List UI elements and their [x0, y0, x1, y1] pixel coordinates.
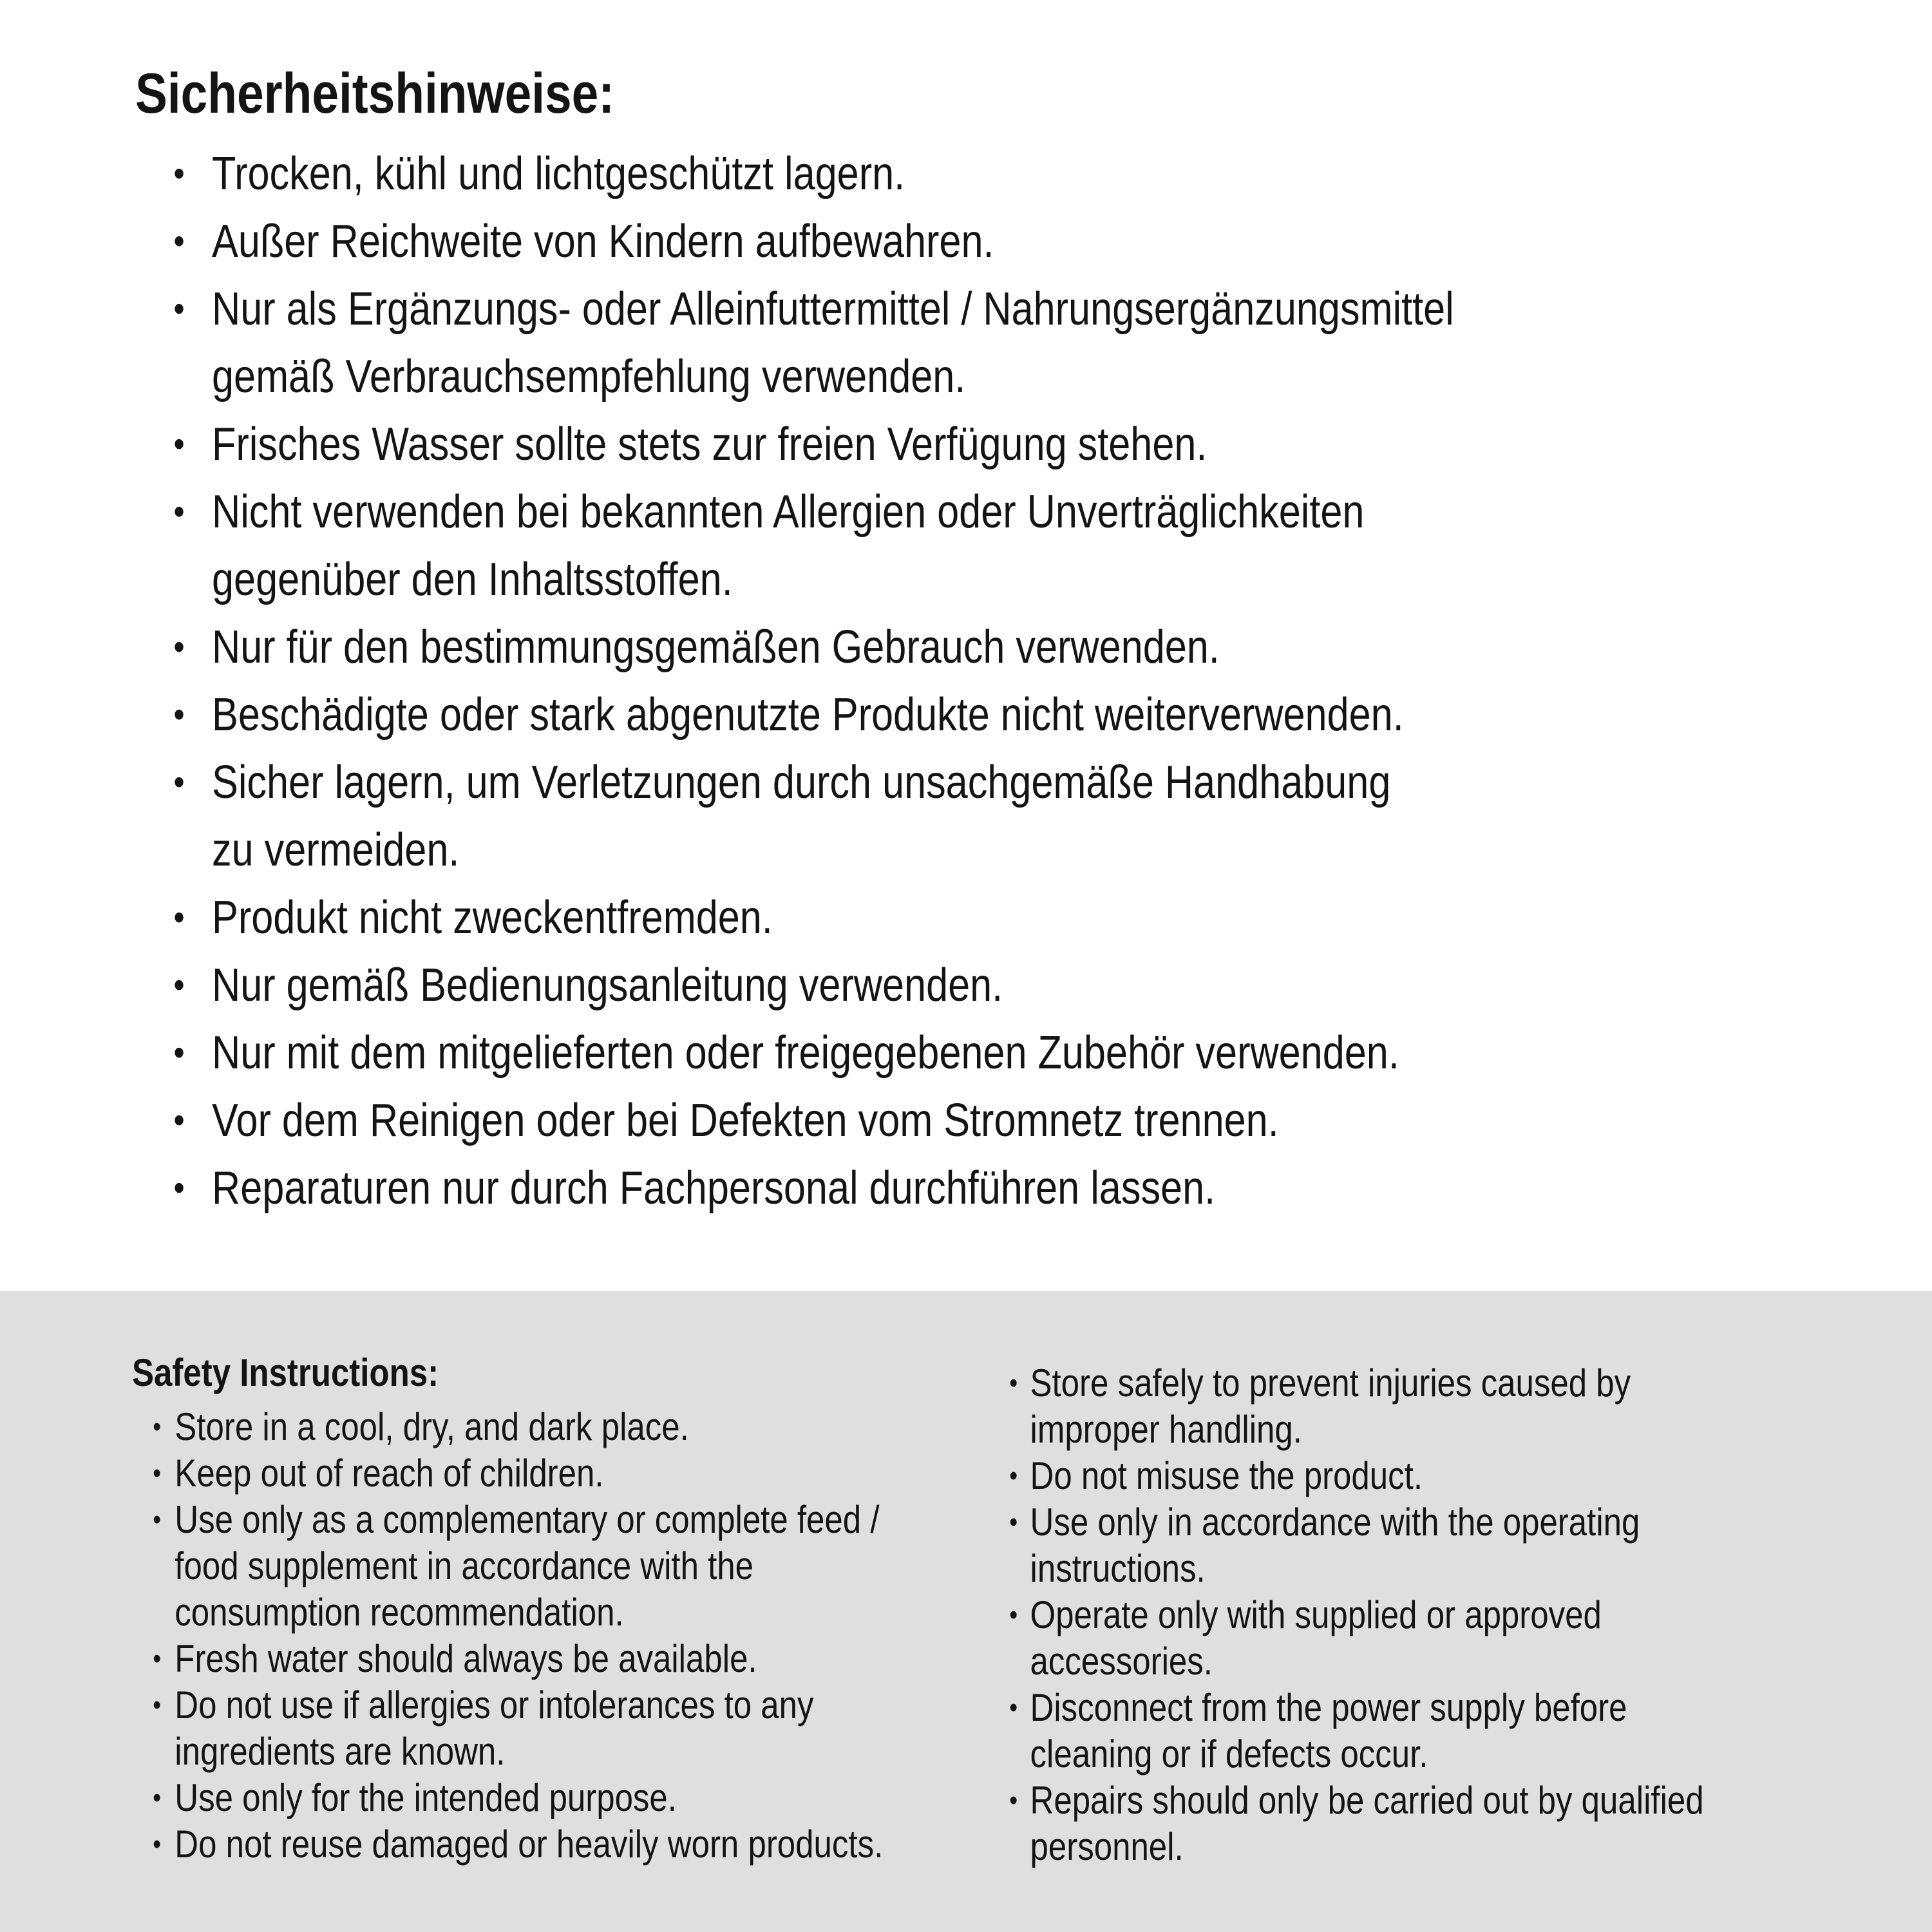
bullet-item: • Außer Reichweite von Kindern aufbewahren. [135, 208, 1646, 276]
german-title: Sicherheitshinweise: [135, 61, 615, 125]
bullet-item: • Sicher lagern, um Verletzungen durch unsachgemäße Handhabung zu vermeiden. [135, 749, 1646, 884]
bullet-item: • Nur gemäß Bedienungsanleitung verwenden. [135, 952, 1646, 1019]
bullet-item: • Keep out of reach of children. [132, 1450, 986, 1497]
bullet-item: • Fresh water should always be available. [132, 1636, 986, 1682]
bullet-item: • Operate only with supplied or approved accessories. [992, 1592, 1889, 1685]
english-section-left-column [132, 1350, 986, 1868]
bullet-item: • Use only for the intended purpose. [132, 1775, 986, 1821]
bullet-item: • Reparaturen nur durch Fachpersonal durchführen lassen. [135, 1155, 1646, 1222]
bullet-item: • Do not reuse damaged or heavily worn products. [132, 1821, 986, 1868]
bullet-item: • Disconnect from the power supply before cleaning or if defects occur. [992, 1685, 1889, 1777]
german-section [135, 61, 1646, 1222]
bullet-item: • Do not use if allergies or intolerances to any ingredients are known. [132, 1682, 986, 1775]
bullet-item: • Nur mit dem mitgelieferten oder freigegebenen Zubehör verwenden. [135, 1019, 1646, 1087]
bullet-item: • Use only in accordance with the operating instructions. [992, 1499, 1889, 1592]
bullet-item: • Vor dem Reinigen oder bei Defekten vom Stromnetz trennen. [135, 1087, 1646, 1155]
bullet-item: • Do not misuse the product. [992, 1453, 1889, 1499]
bullet-item: • Nur als Ergänzungs- oder Alleinfuttermittel / Nahrungsergänzungsmittel gemäß Verbrauchsempfehlung verwenden. [135, 276, 1646, 411]
english-title: Safety Instructions: [132, 1351, 439, 1394]
bullet-item: • Produkt nicht zweckentfremden. [135, 884, 1646, 952]
english-left-bullet-list [132, 1404, 986, 1868]
bullet-item: • Beschädigte oder stark abgenutzte Produkte nicht weiterverwenden. [135, 681, 1646, 749]
bullet-item: • Repairs should only be carried out by qualified personnel. [992, 1777, 1889, 1870]
english-right-bullet-list [992, 1360, 1889, 1870]
german-bullet-list [135, 140, 1646, 1222]
bullet-item: • Trocken, kühl und lichtgeschützt lagern. [135, 140, 1646, 208]
bullet-item: • Frisches Wasser sollte stets zur freien Verfügung stehen. [135, 411, 1646, 478]
bullet-item: • Nicht verwenden bei bekannten Allergien oder Unverträglichkeiten gegenüber den Inhaltsstoffen. [135, 478, 1646, 614]
english-section-right-column [992, 1360, 1889, 1870]
bullet-item: • Store safely to prevent injuries caused by improper handling. [992, 1360, 1889, 1453]
bullet-item: • Nur für den bestimmungsgemäßen Gebrauch verwenden. [135, 614, 1646, 681]
bullet-item: • Store in a cool, dry, and dark place. [132, 1404, 986, 1450]
bullet-item: • Use only as a complementary or complete feed / food supplement in accordance with the consumption recommendation. [132, 1497, 986, 1636]
